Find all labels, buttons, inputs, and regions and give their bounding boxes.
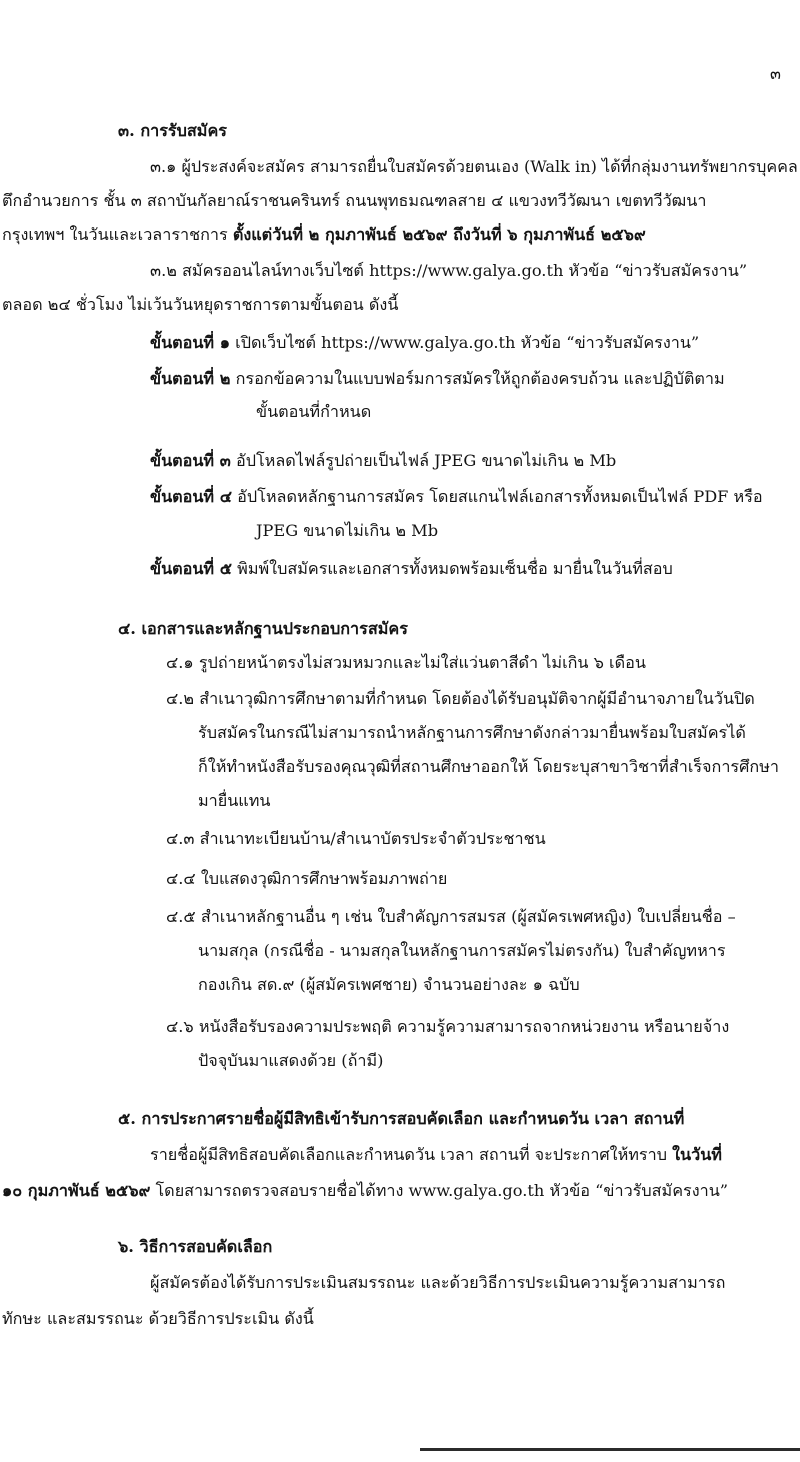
section-5-line-1 <box>150 1142 722 1168</box>
section-6-line-2: ทักษะ และสมรรถนะ ด้วยวิธีการประเมิน ดังนี้ <box>2 1309 314 1328</box>
step-label: ขั้นตอนที่ ๕ <box>150 559 232 578</box>
item-number: ๔.๖ <box>166 1017 194 1036</box>
step-5 <box>150 556 673 582</box>
item-text: สำเนาทะเบียนบ้าน/สำเนาบัตรประจำตัวประชาชน <box>199 829 546 848</box>
page-number: ๓ <box>770 64 781 83</box>
step-4 <box>150 484 763 510</box>
section-3-heading: ๓. การรับสมัคร <box>118 121 227 140</box>
section-5-heading: ๕. การประกาศรายชื่อผู้มีสิทธิเข้ารับการสอบคัดเลือก และกำหนดวัน เวลา สถานที่ <box>118 1109 685 1128</box>
announcement-text: รายชื่อผู้มีสิทธิสอบคัดเลือกและกำหนดวัน เวลา สถานที่ จะประกาศให้ทราบ <box>150 1145 667 1164</box>
item-number: ๔.๔ <box>166 869 196 888</box>
item-4-4 <box>166 866 447 892</box>
item-4-5-line-2: นามสกุล (กรณีชื่อ - นามสกุลในหลักฐานการสมัครไม่ตรงกัน) ใบสำคัญทหาร <box>198 941 726 960</box>
announcement-check: โดยสามารถตรวจสอบรายชื่อได้ทาง www.galya.go.th หัวข้อ “ข่าวรับสมัครงาน” <box>155 1181 729 1200</box>
item-4-1 <box>166 650 646 676</box>
section-3-2-line-2: ตลอด ๒๔ ชั่วโมง ไม่เว้นวันหยุดราชการตามขั้นตอน ดังนี้ <box>2 295 399 314</box>
section-3-1-line-1: ๓.๑ ผู้ประสงค์จะสมัคร สามารถยื่นใบสมัครด้วยตนเอง (Walk in) ได้ที่กลุ่มงานทรัพยากรบุคคล <box>150 157 798 176</box>
item-4-6 <box>166 1014 729 1040</box>
section-6-heading: ๖. วิธีการสอบคัดเลือก <box>118 1237 273 1256</box>
item-4-2-line-2: รับสมัครในกรณีไม่สามารถนำหลักฐานการศึกษาดังกล่าวมายื่นพร้อมใบสมัครได้ <box>198 723 746 742</box>
step-4-continued: JPEG ขนาดไม่เกิน ๒ Mb <box>256 521 439 540</box>
announcement-date-prefix: ในวันที่ <box>672 1145 722 1164</box>
section-6-line-1: ผู้สมัครต้องได้รับการประเมินสมรรถนะ และด้วยวิธีการประเมินความรู้ความสามารถ <box>150 1273 726 1292</box>
item-4-5-line-3: กองเกิน สด.๙ (ผู้สมัครเพศชาย) จำนวนอย่างละ ๑ ฉบับ <box>198 975 580 994</box>
step-label: ขั้นตอนที่ ๑ <box>150 333 231 352</box>
step-text: อัปโหลดไฟล์รูปถ่ายเป็นไฟล์ JPEG ขนาดไม่เกิน ๒ Mb <box>235 451 617 470</box>
step-2 <box>150 366 725 392</box>
section-4-heading: ๔. เอกสารและหลักฐานประกอบการสมัคร <box>118 619 408 638</box>
item-4-2-line-4: มายื่นแทน <box>198 791 271 810</box>
item-text: สำเนาวุฒิการศึกษาตามที่กำหนด โดยต้องได้รับอนุมัติจากผู้มีอำนาจภายในวันปิด <box>199 689 755 708</box>
step-label: ขั้นตอนที่ ๓ <box>150 451 231 470</box>
announcement-date: ๑๐ กุมภาพันธ์ ๒๕๖๙ <box>2 1181 151 1200</box>
item-text: ใบแสดงวุฒิการศึกษาพร้อมภาพถ่าย <box>200 869 448 888</box>
step-text: พิมพ์ใบสมัครและเอกสารทั้งหมดพร้อมเซ็นชื่อ มายื่นในวันที่สอบ <box>237 559 673 578</box>
section-5-line-2 <box>2 1178 728 1204</box>
item-number: ๔.๓ <box>166 829 195 848</box>
item-text: รูปถ่ายหน้าตรงไม่สวมหมวกและไม่ใส่แว่นตาสีดำ ไม่เกิน ๖ เดือน <box>198 653 646 672</box>
item-4-6-line-2: ปัจจุบันมาแสดงด้วย (ถ้ามี) <box>198 1051 384 1070</box>
step-2-continued: ขั้นตอนที่กำหนด <box>256 402 372 421</box>
item-4-5 <box>166 904 736 930</box>
step-text: กรอกข้อความในแบบฟอร์มการสมัครให้ถูกต้องครบถ้วน และปฏิบัติตาม <box>235 369 725 388</box>
item-text: สำเนาหลักฐานอื่น ๆ เช่น ใบสำคัญการสมรส (ผู้สมัครเพศหญิง) ใบเปลี่ยนชื่อ – <box>200 907 736 926</box>
item-number: ๔.๑ <box>166 653 194 672</box>
step-label: ขั้นตอนที่ ๔ <box>150 487 232 506</box>
section-3-1-line-3 <box>2 222 646 248</box>
item-4-2-line-3: ก็ให้ทำหนังสือรับรองคุณวุฒิที่สถานศึกษาออกให้ โดยระบุสาขาวิชาที่สำเร็จการศึกษา <box>198 757 779 776</box>
step-label: ขั้นตอนที่ ๒ <box>150 369 231 388</box>
section-3-1-line-2: ตึกอำนวยการ ชั้น ๓ สถาบันกัลยาณ์ราชนครินทร์ ถนนพุทธมณฑลสาย ๔ แขวงทวีวัฒนา เขตทวีวัฒนา <box>2 191 707 210</box>
bottom-scan-edge <box>420 1448 800 1451</box>
item-number: ๔.๕ <box>166 907 196 926</box>
step-1 <box>150 330 699 356</box>
item-text: หนังสือรับรองความประพฤติ ความรู้ความสามารถจากหน่วยงาน หรือนายจ้าง <box>198 1017 730 1036</box>
step-3 <box>150 448 616 474</box>
application-period-intro: กรุงเทพฯ ในวันและเวลาราชการ <box>2 225 228 244</box>
item-4-3 <box>166 826 546 852</box>
item-number: ๔.๒ <box>166 689 195 708</box>
section-3-2-line-1: ๓.๒ สมัครออนไลน์ทางเว็บไซต์ https://www.galya.go.th หัวข้อ “ข่าวรับสมัครงาน” <box>150 261 748 280</box>
step-text: เปิดเว็บไซต์ https://www.galya.go.th หัวข้อ “ข่าวรับสมัครงาน” <box>235 333 700 352</box>
item-4-2 <box>166 686 755 712</box>
step-text: อัปโหลดหลักฐานการสมัคร โดยสแกนไฟล์เอกสารทั้งหมดเป็นไฟล์ PDF หรือ <box>237 487 763 506</box>
application-period: ตั้งแต่วันที่ ๒ กุมภาพันธ์ ๒๕๖๙ ถึงวันที่ ๖ กุมภาพันธ์ ๒๕๖๙ <box>232 225 646 244</box>
